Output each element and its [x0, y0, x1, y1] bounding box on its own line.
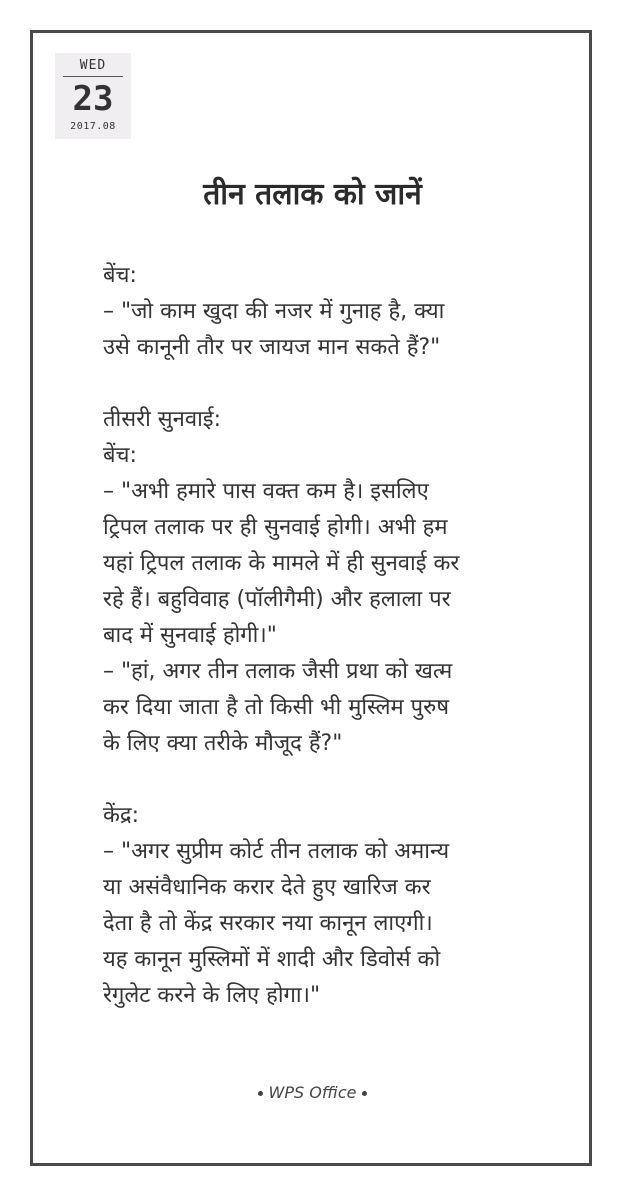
text-line: यहां ट्रिपल तलाक के मामले में ही सुनवाई कर: [103, 551, 460, 576]
text-line: – "जो काम खुदा की नजर में गुनाह है, क्या: [103, 299, 445, 324]
text-line: तीसरी सुनवाई:: [103, 407, 222, 432]
text-line: – "हां, अगर तीन तलाक जैसी प्रथा को खत्म: [103, 659, 453, 684]
date-badge: [55, 53, 131, 139]
text-line: – "अगर सुप्रीम कोर्ट तीन तलाक को अमान्य: [103, 839, 450, 864]
date-year-month: 2017.08: [70, 121, 116, 132]
text-line: बाद में सुनवाई होगी।": [103, 623, 277, 648]
text-line: बेंच:: [103, 443, 137, 468]
bullet-dot-icon: [362, 1091, 367, 1096]
text-line: – "अभी हमारे पास वक्त कम है। इसलिए: [103, 479, 429, 504]
date-divider: [63, 76, 123, 77]
footer-label: WPS Office: [268, 1083, 357, 1102]
date-day: 23: [72, 79, 114, 119]
text-line: केंद्र:: [103, 803, 139, 828]
bullet-dot-icon: [258, 1091, 263, 1096]
document-body: [103, 258, 523, 1014]
text-line: रेगुलेट करने के लिए होगा।": [103, 983, 321, 1008]
text-line: या असंवैधानिक करार देते हुए खारिज कर: [103, 875, 431, 900]
text-line: देता है तो केंद्र सरकार नया कानून लाएगी।: [103, 911, 433, 936]
paragraph-gap: [103, 366, 523, 402]
text-line: ट्रिपल तलाक पर ही सुनवाई होगी। अभी हम: [103, 515, 448, 540]
text-line: बेंच:: [103, 263, 137, 288]
text-line: कर दिया जाता है तो किसी भी मुस्लिम पुरुष: [103, 695, 450, 720]
paragraph-gap: [103, 762, 523, 798]
text-line: रहे हैं। बहुविवाह (पॉलीगैमी) और हलाला पर: [103, 587, 451, 612]
page-title: तीन तलाक को जानें: [203, 177, 422, 212]
text-line: उसे कानूनी तौर पर जायज मान सकते हैं?": [103, 335, 441, 360]
text-line: यह कानून मुस्लिमों में शादी और डिवोर्स को: [103, 947, 441, 972]
text-line: के लिए क्या तरीके मौजूद हैं?": [103, 731, 343, 756]
date-weekday: WED: [79, 58, 107, 73]
footer-watermark: [0, 1080, 625, 1106]
